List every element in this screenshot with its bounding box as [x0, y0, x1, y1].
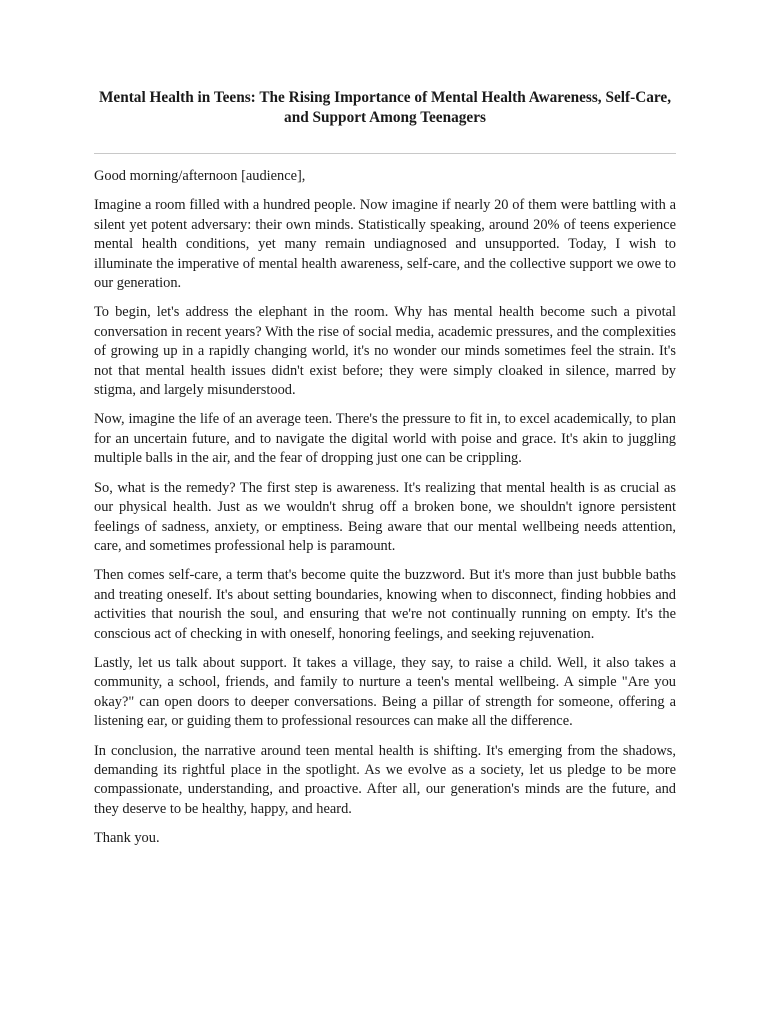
greeting: Good morning/afternoon [audience], — [94, 168, 306, 184]
title-divider — [94, 153, 676, 154]
paragraph-self-care: Then comes self-care, a term that's become quite the buzzword. But it's more than just bubble baths and treating oneself. It's about setting boundaries, knowing when to disconnect, finding hobbies and activities that nourish the soul, and ensuring that we're not continually running on empty. It's the conscious act of checking in with oneself, honoring feelings, and seeking rejuvenation. — [94, 567, 676, 642]
document-title: Mental Health in Teens: The Rising Importance of Mental Health Awareness, Self-Care, and Support Among Teenagers — [98, 89, 672, 126]
document-body — [94, 167, 676, 849]
paragraph-conclusion: In conclusion, the narrative around teen mental health is shifting. It's emerging from the shadows, demanding its rightful place in the spotlight. As we evolve as a society, let us pledge to be more compassionate, understanding, and proactive. After all, our generation's minds are the future, and they deserve to be healthy, happy, and heard. — [94, 742, 676, 817]
paragraph-elephant: To begin, let's address the elephant in the room. Why has mental health become such a pivotal conversation in recent years? With the rise of social media, academic pressures, and the complexities of growing up in a rapidly changing world, it's no wonder our minds sometimes feel the strain. It's not that mental health issues didn't exist before; they were simply cloaked in silence, marred by stigma, and largely misunderstood. — [94, 304, 676, 399]
paragraph-support: Lastly, let us talk about support. It takes a village, they say, to raise a child. Well, it also takes a community, a school, friends, and family to nurture a teen's mental wellbeing. A simple "Are you okay?" can open doors to deeper conversations. Being a pillar of strength for someone, offering a listening ear, or guiding them to professional resources can make all the difference. — [94, 654, 676, 730]
paragraph-awareness: So, what is the remedy? The first step is awareness. It's realizing that mental health is as crucial as our physical health. Just as we wouldn't shrug off a broken bone, we shouldn't ignore persistent feelings of sadness, anxiety, or emptiness. Being aware that our mental wellbeing needs attention, care, and sometimes professional help is paramount. — [94, 479, 676, 554]
paragraph-intro: Imagine a room filled with a hundred people. Now imagine if nearly 20 of them were battling with a silent yet potent adversary: their own minds. Statistically speaking, around 20% of teens experience mental health conditions, yet many remain undiagnosed and unsupported. Today, I wish to illuminate the imperative of mental health awareness, self-care, and the collective support we owe to our generation. — [94, 197, 676, 292]
paragraph-average-teen: Now, imagine the life of an average teen. There's the pressure to fit in, to excel academically, to plan for an uncertain future, and to navigate the digital world with poise and grace. It's akin to juggling multiple balls in the air, and the fear of dropping just one can be crippling. — [94, 411, 676, 467]
closing: Thank you. — [94, 830, 160, 847]
document-page — [94, 80, 676, 859]
